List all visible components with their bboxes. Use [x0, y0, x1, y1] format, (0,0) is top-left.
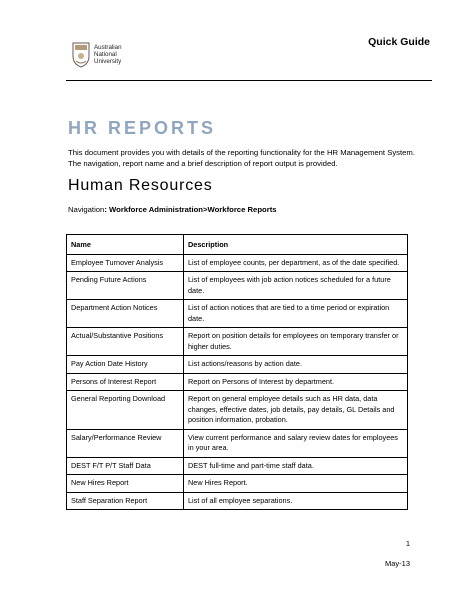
table-row — [67, 254, 408, 272]
report-name: Salary/Performance Review — [67, 429, 184, 457]
table-row — [67, 356, 408, 374]
crest-icon — [72, 42, 90, 68]
header-divider — [66, 80, 432, 81]
quick-guide-label: Quick Guide — [368, 36, 430, 48]
report-name: General Reporting Download — [67, 391, 184, 430]
logo-line-1: Australian — [94, 44, 122, 51]
navigation-path: Workforce Administration>Workforce Reports — [106, 205, 277, 214]
intro-paragraph: This document provides you with details of the reporting functionality for the HR Management System. The navigation, report name and a brief description of report output is provided. — [68, 148, 415, 168]
report-name: Department Action Notices — [67, 300, 184, 328]
report-name: Pay Action Date History — [67, 356, 184, 374]
report-name: Actual/Substantive Positions — [67, 328, 184, 356]
table-row — [67, 391, 408, 430]
table-row — [67, 300, 408, 328]
section-heading: Human Resources — [68, 177, 213, 194]
report-description: List of all employee separations. — [184, 492, 408, 510]
table-row — [67, 328, 408, 356]
navigation-separator: : — [104, 205, 107, 214]
table-row — [67, 492, 408, 510]
table-row — [67, 429, 408, 457]
report-name: Persons of Interest Report — [67, 373, 184, 391]
report-description: View current performance and salary review dates for employees in your area. — [184, 429, 408, 457]
logo-text — [94, 44, 122, 66]
table-row — [67, 272, 408, 300]
report-description: List of action notices that are tied to a time period or expiration date. — [184, 300, 408, 328]
report-description: New Hires Report. — [184, 475, 408, 493]
report-description: List of employees with job action notices scheduled for a future date. — [184, 272, 408, 300]
table-row — [67, 457, 408, 475]
table-row — [67, 475, 408, 493]
report-name: Pending Future Actions — [67, 272, 184, 300]
report-description: List actions/reasons by action date. — [184, 356, 408, 374]
page-number: 1 — [405, 539, 410, 548]
table-row — [67, 373, 408, 391]
report-description: DEST full-time and part-time staff data. — [184, 457, 408, 475]
report-description: List of employee counts, per department, as of the date specified. — [184, 254, 408, 272]
page-date: May-13 — [384, 559, 410, 568]
report-description: Report on general employee details such as HR data, data changes, effective dates, job details, pay details, GL Details and position information, probation. — [184, 391, 408, 430]
logo-line-3: University — [94, 58, 122, 66]
report-name: Staff Separation Report — [67, 492, 184, 510]
university-logo — [72, 42, 162, 74]
report-description: Report on position details for employees on temporary transfer or higher duties. — [184, 328, 408, 356]
report-name: New Hires Report — [67, 475, 184, 493]
report-name: Employee Turnover Analysis — [67, 254, 184, 272]
column-header-description: Description — [184, 235, 408, 255]
navigation-label: Navigation — [68, 205, 105, 214]
document-title: HR REPORTS — [68, 118, 217, 138]
report-description: Report on Persons of Interest by department. — [184, 373, 408, 391]
reports-table — [66, 234, 408, 510]
logo-line-2: National — [94, 51, 117, 59]
column-header-name: Name — [67, 235, 184, 255]
navigation-line — [68, 205, 277, 214]
table-header-row — [67, 235, 408, 255]
report-name: DEST F/T P/T Staff Data — [67, 457, 184, 475]
